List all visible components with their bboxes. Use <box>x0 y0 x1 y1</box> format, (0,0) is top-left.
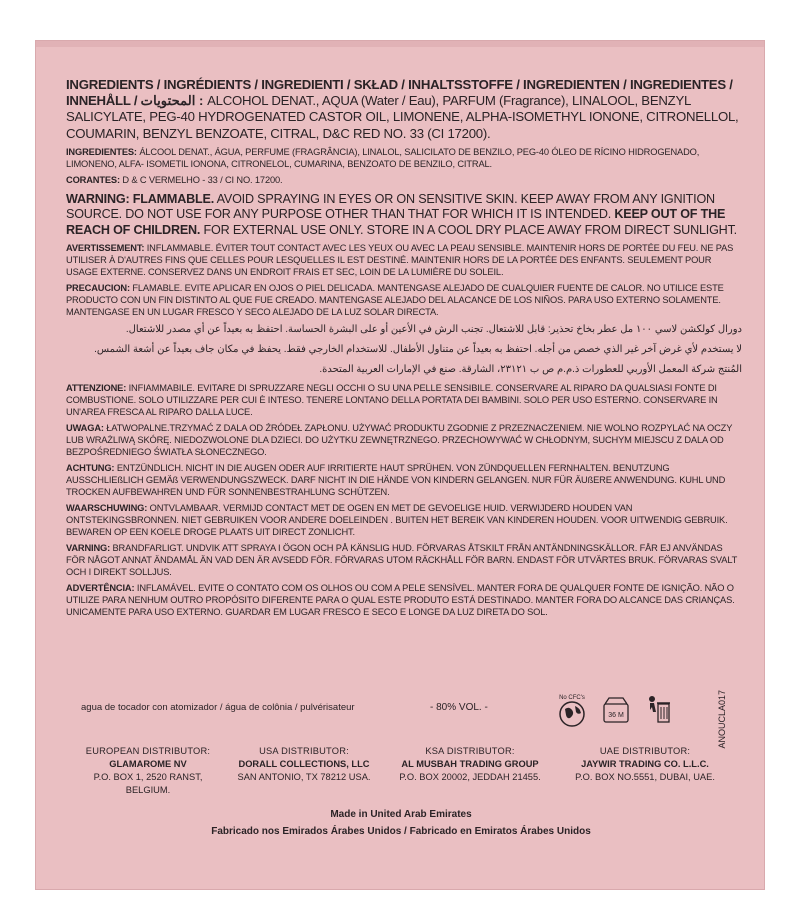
warning-pt <box>66 582 742 618</box>
distributor-heading: USA DISTRIBUTOR: <box>259 746 349 756</box>
distributor-name: DORALL COLLECTIONS, LLC <box>238 759 370 769</box>
distributor-uae <box>570 745 720 784</box>
it-text: INFIAMMABILE. EVITARE DI SPRUZZARE NEGLI OCCHI O SU UNA PELLE SENSIBILE. CONSERVARE AL RIPARO DA QUALSIASI FONTE DI COMBUSTIONE. SOLO UTILIZZARE PER CUI È INTESO. TENERE LONTANO DELLA PORTATA DEI BAMBINI. SOLO PER USO ESTERNO. CONSERVARE IN UN'AREA FRESCA AL RIPARO DALLA LUCE. <box>66 383 718 418</box>
warning-fr <box>66 242 742 278</box>
fabricado-label: Fabricado nos Emirados Árabes Unidos / Fabricado en Emiratos Árabes Unidos <box>211 826 591 837</box>
distributor-heading: EUROPEAN DISTRIBUTOR: <box>85 746 211 756</box>
warning-en-4: FOR EXTERNAL USE ONLY. STORE IN A COOL DRY PLACE AWAY FROM DIRECT SUNLIGHT. <box>200 222 737 237</box>
sv-label: VARNING: <box>66 543 111 554</box>
ingredients-main <box>66 77 742 142</box>
pl-label: UWAGA: <box>66 423 104 434</box>
no-cfc-label: No CFC's <box>559 695 585 701</box>
ingredients-pt <box>66 146 742 170</box>
it-label: ATTENZIONE: <box>66 383 127 394</box>
warning-nl <box>66 502 742 538</box>
distributor-address: P.O. BOX NO.5551, DUBAI, UAE. <box>575 772 715 782</box>
label-text <box>66 77 742 618</box>
volume-label: - 80% VOL. - <box>430 702 488 713</box>
warning-en-3: KEEP OUT OF THE REACH OF CHILDREN. <box>66 207 726 237</box>
fr-text: INFLAMMABLE. ÉVITER TOUT CONTACT AVEC LES YEUX OU AVEC LA PEAU SENSIBLE. MAINTENIR HORS DE PORTÉE DU FEU. NE PAS UTILISER À D'AUTRES FINS QUE CELLES POUR LESQUELLES IL EST DESTINÉ. MAINTENIR HORS DE LA PORTÉE DES ENFANTS. SEULEMENT POUR USAGE EXTERNE. CONSERVEZ DANS UN ENDROIT FRAIS ET SEC, LOIN DE LA LUMIÈRE DU SOLEIL. <box>66 243 734 278</box>
ingredients-pt-label: INGREDIENTES: <box>66 146 137 157</box>
distributor-ksa <box>390 745 550 784</box>
nl-label: WAARSCHUWING: <box>66 503 148 514</box>
lot-code: ANOUCLA017 <box>717 690 727 749</box>
warning-it <box>66 382 742 418</box>
made-in <box>0 808 802 838</box>
ingredients-main-label: INGREDIENTS / INGRÉDIENTS / INGREDIENTI / SKŁAD / INHALTSSTOFFE / INGREDIENTEN / INGREDIENTES / INNEHÅLL / المحتويات : <box>66 77 733 109</box>
warning-es <box>66 282 742 318</box>
ingredients-pt-text: ÁLCOOL DENAT., ÁGUA, PERFUME (FRAGRÂNCIA), LINALOL, SALICILATO DE BENZILO, PEG-40 ÓLEO DE RÍCINO HIDROGENADO, LIMONENO, ALFA- ISOMETIL IONONA, CITRONELOL, CUMARINA, BENZOATO DE BENZILO, CITRAL. <box>66 146 700 169</box>
nl-text: ONTVLAMBAAR. VERMIJD CONTACT MET DE OGEN EN MET DE GEVOELIGE HUID. VERWIJDERD HOUDEN VAN ONTSTEKINGSBRONNEN. NIET GEBRUIKEN VOOR ANDERE DOELEINDEN . BUITEN HET BEREIK VAN KINDEREN HOUDEN. VOOR UITWENDIG GEBRUIK. BEWAREN OP EEN KOELE DROGE PLAATS UIT DIRECT ZONLICHT. <box>66 503 728 538</box>
fr-label: AVERTISSEMENT: <box>66 243 145 254</box>
made-in-label: Made in United Arab Emirates <box>330 809 472 820</box>
jar-36m-icon <box>601 692 631 733</box>
arabic-1: دورال كولكشن لاسي ١٠٠ مل عطر بخاخ تحذير: قابل للاشتعال. تجنب الرش في الأعين أو على البشرة الحساسة. احتفظ به بعيداً عن أي مصدر للاشتعال. <box>125 324 742 336</box>
pt-text: INFLAMÁVEL. EVITE O CONTATO COM OS OLHOS OU COM A PELE SENSÍVEL. MANTER FORA DE QUALQUER FONTE DE IGNIÇÃO. NÃO O UTILIZE PARA NENHUM OUTRO PROPÓSITO DIFERENTE PARA O QUAL ESTE PRODUTO ESTÁ DESTINADO. MANTER FORA DO ALCANCE DAS CRIANÇAS. UNICAMENTE PARA USO EXTERNO. GUARDAR EM LUGAR FRESCO E SECO E LONGE DA LUZ DIRETA DO SOL. <box>66 583 735 618</box>
corantes-label: CORANTES: <box>66 174 120 185</box>
distributor-address: P.O. BOX 1, 2520 RANST, BELGIUM. <box>93 772 203 795</box>
warning-de <box>66 462 742 498</box>
de-text: ENTZÜNDLICH. NICHT IN DIE AUGEN ODER AUF IRRITIERTE HAUT SPRÜHEN. VON ZÜNDQUELLEN FERNHALTEN. BENUTZUNG AUSSCHLIEßLICH GEMÄß VERWENDUNGSZWECK. DARF NICHT IN DIE HÄNDE VON KINDERN GELANGEN. NUR FÜR ÄUßERE ANWENDUNG. KUHL UND TROCKEN AUFBEWAHREN UND FÜR SONNENBESTRAHLUNG SCHÜTZEN. <box>66 463 726 498</box>
distributor-name: AL MUSBAH TRADING GROUP <box>401 759 539 769</box>
warning-en <box>66 192 742 238</box>
distributor-name: JAYWIR TRADING CO. L.L.C. <box>581 759 709 769</box>
sv-text: BRANDFARLIGT. UNDVIK ATT SPRAYA I ÖGON OCH PÅ KÄNSLIG HUD. FÖRVARAS ÅTSKILT FRÅN ANTÄNDNINGSKÄLLOR. FÅR EJ ANVÄNDAS FÖR NÅGOT ANNAT ÄNDAMÅL ÄN VAD DEN ÄR AVSEDD FÖR. FÖRVARAS UTOM RÄCKHÅLL FÖR BARN. ENDAST FÖR UTVÄRTES BRUK. FÖRVARAS SVALT OCH I DIREKT SOLLJUS. <box>66 543 738 578</box>
distributor-europe <box>78 745 218 797</box>
distributor-name: GLAMAROME NV <box>109 759 187 769</box>
es-label: PRECAUCION: <box>66 283 130 294</box>
distributor-usa <box>234 745 374 784</box>
jar-36m-label: 36 M <box>608 712 625 719</box>
distributor-address: SAN ANTONIO, TX 78212 USA. <box>237 772 371 782</box>
arabic-2: لا يستخدم لأي غرض آخر غير الذي خصص من أجله. احتفظ به بعيداً عن متناول الأطفال. للاستخدام الخارجي فقط. يحفظ في مكان جاف بعيداً عن أشعة الشمس. <box>94 344 742 356</box>
pt-label: ADVERTÊNCIA: <box>66 583 135 594</box>
corantes <box>66 174 742 186</box>
es-text: FLAMABLE. EVITE APLICAR EN OJOS O PIEL DELICADA. MANTENGASE ALEJADO DE CUALQUIER FUENTE DE CALOR. NO UTILICE ESTE PRODUCTO CON UN FIN DISTINTO AL QUE FUE CREADO. MANTENGASE ALEJADO DEL ALACANCE DE LOS NIÑOS. PARA USO EXTERNO SOLAMENTE. MANTENGASE EN UN LUGAR FRESCO Y SECO ALEJADO DE LA LUZ SOLAR DIRECTA. <box>66 283 724 318</box>
symbol-row <box>555 692 682 728</box>
globe-icon <box>555 692 589 733</box>
distributor-address: P.O. BOX 20002, JEDDAH 21455. <box>399 772 541 782</box>
warning-en-1: WARNING: FLAMMABLE. <box>66 191 215 206</box>
warning-en-2: AVOID SPRAYING IN EYES OR ON SENSITIVE SKIN. KEEP AWAY FROM ANY IGNITION SOURCE. DO NOT USE FOR ANY PURPOSE OTHER THAN THAT FOR WHICH IT IS INTENDED. <box>66 191 715 222</box>
arabic-3: المُنتج شركة المعمل الأوربي للعطورات ذ.م.م ص ب ٢٣١٢١، الشارقة. صنع في الإمارات العربية المتحدة. <box>319 364 742 376</box>
warning-sv <box>66 542 742 578</box>
recycle-bin-icon <box>644 692 674 733</box>
de-label: ACHTUNG: <box>66 463 115 474</box>
pl-text: ŁATWOPALNE.TRZYMAĆ Z DALA OD ŹRÓDEŁ ZAPŁONU. UŻYWAĆ PRODUKTU ZGODNIE Z PRZEZNACZENIEM. NIE WOLNO ROZPYLAĆ NA OCZY LUB WRAŻLIWĄ SKÓRĘ. NIEDOZWOLONE DLA DZIECI. DO UŻYTKU ZEWNĘTRZNEGO. PRZECHOWYWAĆ W CHŁODNYM, SUCHYM MIEJSCU Z DALA OD BEZPOŚREDNIEGO ŚWIATŁA SŁONECZNEGO. <box>66 423 733 458</box>
distributor-heading: KSA DISTRIBUTOR: <box>425 746 515 756</box>
ingredients-main-text: ALCOHOL DENAT., AQUA (Water / Eau), PARFUM (Fragrance), LINALOOL, BENZYL SALICYLATE, PEG-40 HYDROGENATED CASTOR OIL, LIMONENE, ALPHA-ISOMETHYL IONONE, CITRONELLOL, COUMARIN, BENZYL BENZOATE, CITRAL, D&C RED NO. 33 (CI 17200). <box>66 93 739 141</box>
distributor-heading: UAE DISTRIBUTOR: <box>599 746 691 756</box>
product-line: agua de tocador con atomizador / água de colônia / pulvérisateur <box>81 702 355 713</box>
corantes-text: D & C VERMELHO - 33 / CI NO. 17200. <box>119 174 283 185</box>
warning-pl <box>66 422 742 458</box>
